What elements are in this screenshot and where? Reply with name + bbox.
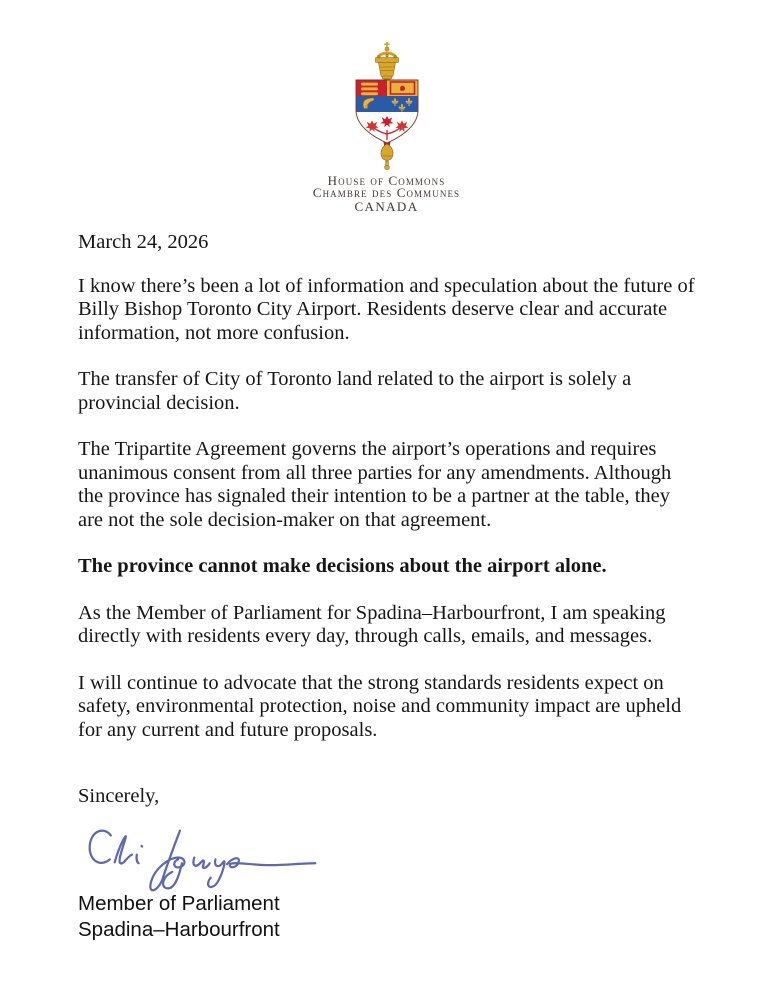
- para-land-transfer: The transfer of City of Toronto land related to the airport is solely a provincial decision.: [78, 368, 632, 414]
- para-speculation: I know there’s been a lot of information and speculation about the future of Billy Bishop Toronto City Airport. Residents deserve clear and accurate information, not more confusion.: [78, 274, 695, 344]
- para-bold-statement: The province cannot make decisions about the airport alone.: [78, 555, 607, 577]
- signer-title: Member of Parliament: [78, 891, 280, 915]
- letterhead-org-french: Chambre des Communes: [312, 184, 461, 200]
- signer-riding: Spadina–Harbourfront: [78, 917, 280, 941]
- letter-body: [0, 213, 773, 943]
- para-mp-outreach: As the Member of Parliament for Spadina–Harbourfront, I am speaking directly with residents every day, through calls, emails, and messages.: [78, 601, 666, 647]
- letterhead: [0, 0, 773, 213]
- letterhead-country: CANADA: [354, 199, 419, 214]
- closing-salutation: Sincerely,: [78, 785, 160, 807]
- handwritten-signature: [78, 821, 328, 893]
- letter-date: March 24, 2026: [78, 231, 209, 253]
- letterhead-org-english: House of Commons: [327, 173, 446, 188]
- para-advocacy: I will continue to advocate that the strong standards residents expect on safety, environmental protection, noise and community impact are upheld for any current and future proposals.: [78, 671, 682, 741]
- para-tripartite: The Tripartite Agreement governs the airport’s operations and requires unanimous consent from all three parties for any amendments. Although the province has signaled their intention to be a partner at the table, they are not the sole decision-maker on that agreement.: [78, 438, 672, 531]
- house-of-commons-crest-icon: [352, 42, 422, 172]
